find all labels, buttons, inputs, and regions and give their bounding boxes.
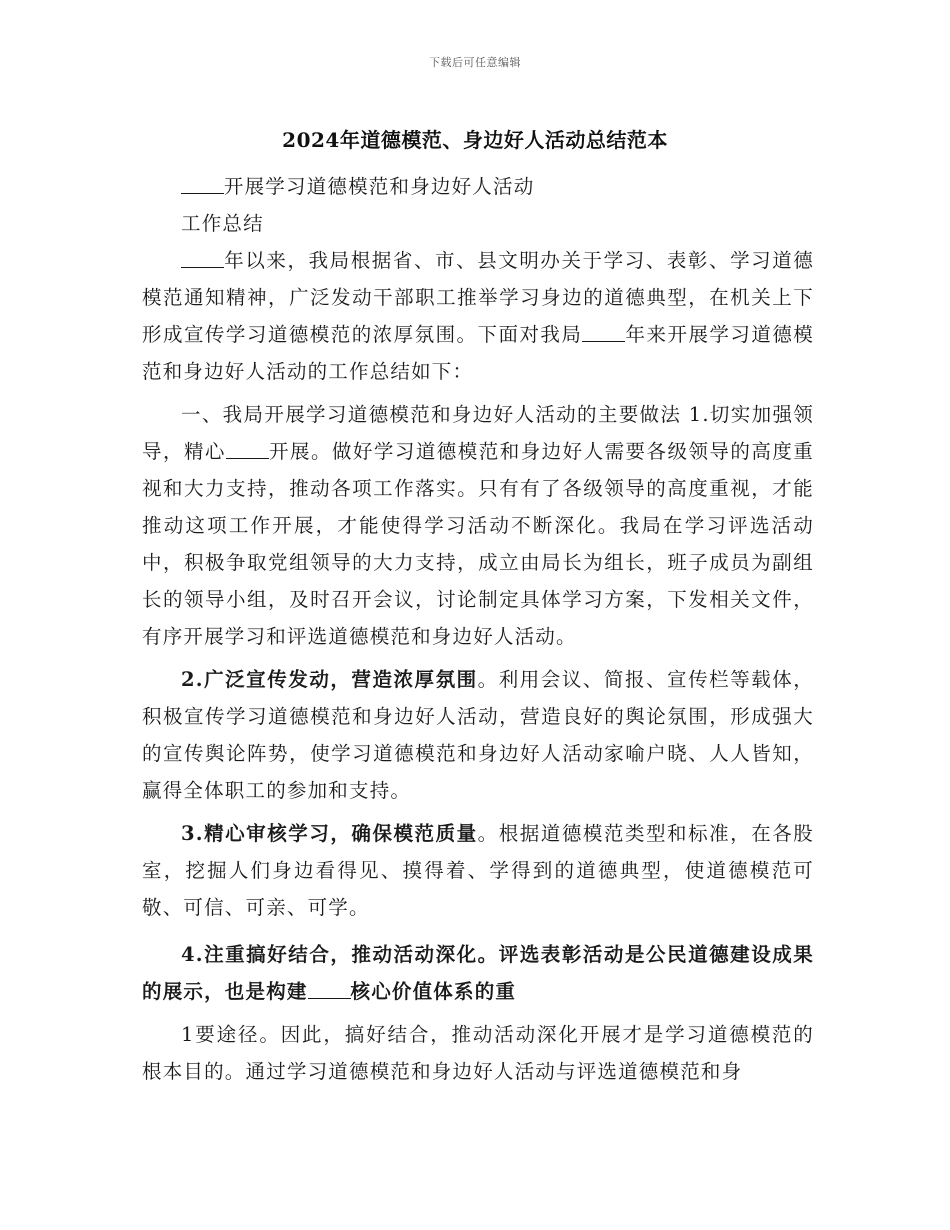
section-heading: 3.精心审核学习，确保模范质量 (181, 822, 478, 845)
fill-blank (181, 175, 224, 194)
document-body (142, 168, 814, 1090)
section-heading: 2.广泛宣传发动，营造浓厚氛围 (181, 668, 478, 691)
header-note: 下载后可任意编辑 (429, 56, 521, 69)
paragraph-4: 一、我局开展学习道德模范和身边好人活动的主要做法 1.切实加强领导，精心 开展。做好学习道德模范和身边好人需要各级领导的高度重视和大力支持，推动各项工作落实。只有有了各级领导的高度重视，才能推动这项工作开展，才能使得学习活动不断深化。我局在学习评选活动中，积极争取党组领导的大力支持，成立由局长为组长，班子成员为副组长的领导小组，及时召开会议，讨论制定具体学习方案，下发相关文件，有序开展学习和评选道德模范和身边好人活动。 (142, 403, 814, 648)
fill-blank (181, 249, 224, 268)
paragraph-6: 3.精心审核学习，确保模范质量。根据道德模范类型和标准，在各股室，挖掘人们身边看得见、摸得着、学得到的道德典型，使道德模范可敬、可信、可亲、可学。 (142, 822, 814, 919)
fill-blank (308, 980, 351, 999)
fill-blank (226, 440, 269, 459)
paragraph-3: 年以来，我局根据省、市、县文明办关于学习、表彰、学习道德模范通知精神，广泛发动干部职工推举学习身边的道德典型，在机关上下形成宣传学习道德模范的浓厚氛围。下面对我局 年来开展学习道德模范和身边好人活动的工作总结如下： (142, 249, 814, 383)
document-title: 2024年道德模范、身边好人活动总结范本 (282, 128, 668, 152)
paragraph-7: 4.注重搞好结合，推动活动深化。评选表彰活动是公民道德建设成果的展示，也是构建 核心价值体系的重 (142, 943, 814, 1003)
fill-blank (582, 323, 625, 342)
paragraph-2: 工作总结 (181, 212, 264, 235)
paragraph-8: 1要途径。因此，搞好结合，推动活动深化开展才是学习道德模范的根本目的。通过学习道德模范和身边好人活动与评选道德模范和身 (142, 1023, 814, 1083)
paragraph-5: 2.广泛宣传发动，营造浓厚氛围。利用会议、简报、宣传栏等载体，积极宣传学习道德模范和身边好人活动，营造良好的舆论氛围，形成强大的宣传舆论阵势，使学习道德模范和身边好人活动家喻户晓、人人皆知，赢得全体职工的参加和支持。 (142, 668, 814, 802)
paragraph-1: 开展学习道德模范和身边好人活动 (142, 168, 814, 205)
